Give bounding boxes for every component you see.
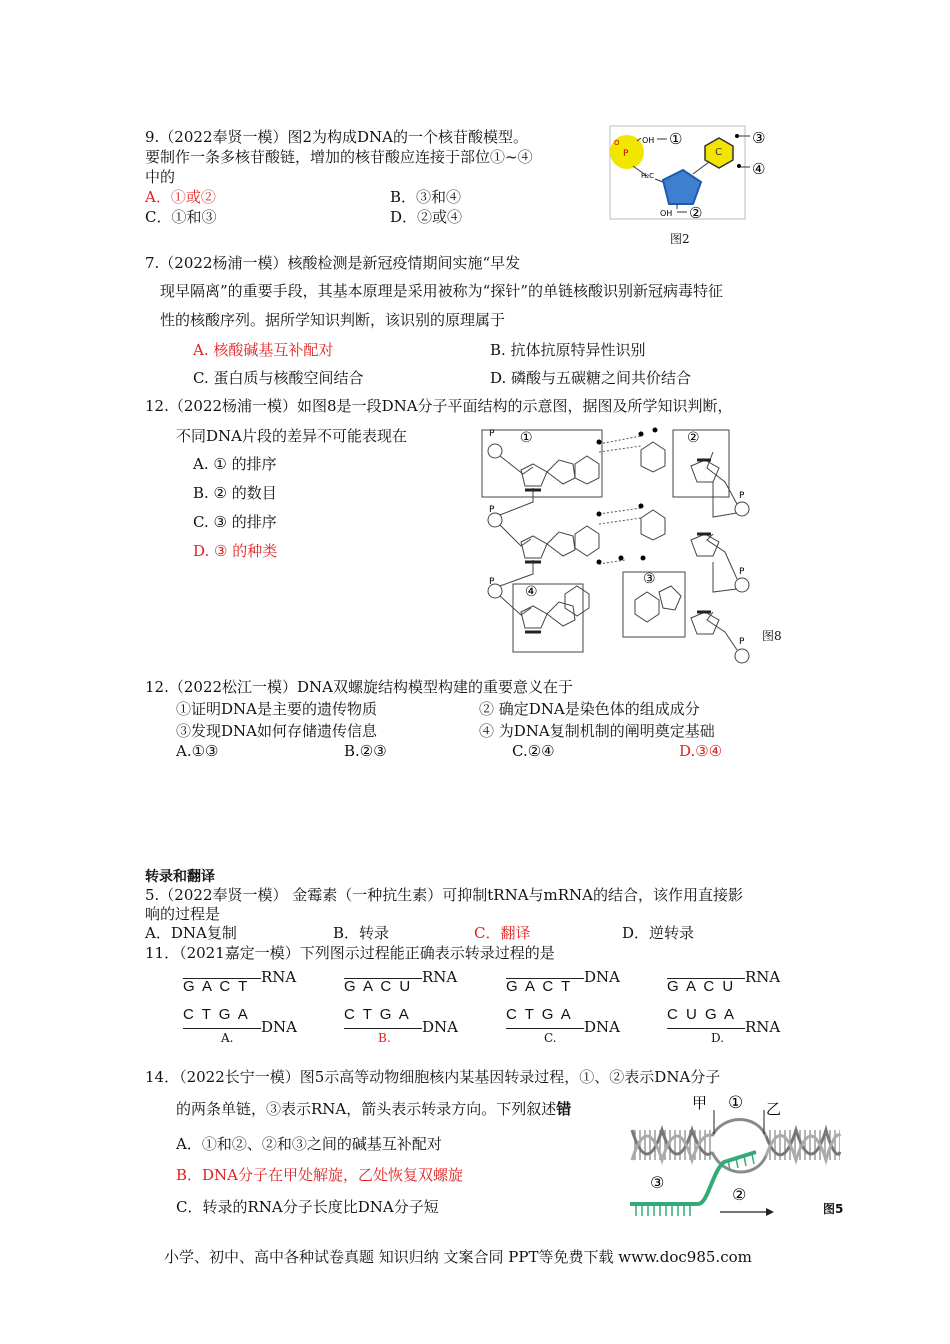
marker-2: ② — [732, 1185, 747, 1204]
footer-text: 小学、初中、高中各种试卷真题 知识归纳 文案合同 PPT等免费下载 www.doc985.com — [164, 1248, 752, 1266]
option-letter: C. — [544, 1031, 557, 1045]
q12a-option-c: C. ③ 的排序 — [193, 513, 277, 531]
top-sequence: G A C T — [183, 978, 250, 995]
bottom-label: DNA — [261, 1018, 297, 1036]
fig2-caption: 图2 — [670, 232, 690, 246]
marker-2: ② — [689, 204, 703, 222]
box-4 — [513, 584, 583, 652]
nucleotide-figure — [605, 124, 785, 224]
q11-panel-c — [506, 966, 656, 1048]
q12a-line2: 不同DNA片段的差异不可能表现在 — [176, 427, 407, 445]
transcription-figure — [628, 1092, 843, 1222]
q7-line3: 性的核酸序列。据所学知识判断，该识别的原理属于 — [160, 311, 506, 329]
top-label: RNA — [261, 968, 297, 986]
section-title: 转录和翻译 — [145, 869, 215, 885]
q9-line3: 中的 — [145, 168, 176, 186]
marker-4: ④ — [752, 160, 766, 178]
q5-option-b: B．转录 — [333, 924, 390, 942]
q11-panel-a — [183, 966, 333, 1048]
top-label: RNA — [422, 968, 458, 986]
oh-bottom-label: OH — [660, 209, 673, 218]
p-label-5: P — [739, 567, 745, 577]
top-sequence: G A C U — [344, 978, 413, 995]
q12b-statement-3: ③发现DNA如何存储遗传信息 — [176, 722, 377, 740]
marker-1: ① — [728, 1093, 744, 1113]
q5-option-d: D．逆转录 — [622, 924, 695, 942]
top-sequence: G A C T — [506, 978, 573, 995]
top-label: RNA — [745, 968, 781, 986]
q12b-option-a: A.①③ — [176, 742, 219, 760]
q11-line1: 11．（2021嘉定一模）下列图示过程能正确表示转录过程的是 — [145, 944, 555, 962]
box-2 — [673, 430, 729, 497]
q9-option-c: C．①和③ — [145, 208, 217, 226]
marker-1: ① — [520, 430, 533, 446]
marker-3: ③ — [752, 129, 766, 147]
q14-option-a: A．①和②、②和③之间的碱基互补配对 — [176, 1135, 442, 1153]
bottom-sequence: C T G A — [506, 1006, 573, 1023]
q12b-option-d: D.③④ — [679, 742, 723, 760]
q12a-option-d: D. ③ 的种类 — [193, 542, 278, 560]
q7-option-a: A. 核酸碱基互补配对 — [193, 341, 334, 359]
q12b-line1: 12.（2022松江一模）DNA双螺旋结构模型构建的重要意义在于 — [145, 678, 574, 696]
label-jia: 甲 — [692, 1094, 708, 1112]
option-letter: A. — [221, 1031, 234, 1045]
bottom-sequence: C U G A — [667, 1006, 737, 1023]
q11-panel-b — [344, 966, 494, 1048]
p-label-2: P — [489, 505, 495, 515]
marker-3: ③ — [643, 571, 656, 587]
fig8-caption: 图8 — [762, 629, 782, 643]
q7-option-c: C. 蛋白质与核酸空间结合 — [193, 369, 364, 387]
bottom-label: DNA — [584, 1018, 620, 1036]
q5-option-a: A．DNA复制 — [145, 924, 237, 942]
marker-3: ③ — [650, 1173, 665, 1192]
top-sequence: G A C U — [667, 978, 736, 995]
bottom-label: RNA — [745, 1018, 781, 1036]
box-1 — [482, 430, 602, 497]
p-label-4: P — [739, 491, 745, 501]
q12a-option-b: B. ② 的数目 — [193, 484, 277, 502]
q12a-line1: 12.（2022杨浦一模）如图8是一段DNA分子平面结构的示意图，据图及所学知识判断， — [145, 397, 733, 415]
q12b-statement-2: ② 确定DNA是染色体的组成成分 — [479, 700, 700, 718]
q7-line2: 现早隔离”的重要手段，其基本原理是采用被称为“探针”的单链核酸识别新冠病毒特征 — [160, 282, 724, 300]
q7-option-d: D. 磷酸与五碳糖之间共价结合 — [490, 369, 692, 387]
q12b-statement-4: ④ 为DNA复制机制的阐明奠定基础 — [479, 722, 715, 740]
q12a-option-a: A. ① 的排序 — [193, 455, 277, 473]
q14-option-c: C．转录的RNA分子长度比DNA分子短 — [176, 1198, 439, 1216]
h2c-label: H₂C — [641, 172, 654, 180]
q9-line2: 要制作一条多核苷酸链，增加的核苷酸应连接于部位①~④ — [145, 148, 533, 166]
oxygen-label: O — [614, 139, 620, 147]
q12b-statement-1: ①证明DNA是主要的遗传物质 — [176, 700, 377, 718]
base-label: C — [715, 147, 722, 158]
p-label-3: P — [489, 577, 495, 587]
marker-1: ① — [669, 130, 683, 148]
option-letter: B. — [378, 1031, 391, 1045]
marker-4: ④ — [525, 584, 538, 600]
q5-option-c: C．翻译 — [474, 924, 531, 942]
oh-top-label: OH — [642, 136, 655, 145]
bottom-label: DNA — [422, 1018, 458, 1036]
q12b-option-c: C.②④ — [512, 742, 555, 760]
top-label: DNA — [584, 968, 620, 986]
q9-option-a: A．①或② — [145, 188, 216, 206]
bottom-sequence: C T G A — [183, 1006, 250, 1023]
q9-option-b: B．③和④ — [390, 188, 462, 206]
q14-line2: 的两条单链，③表示RNA，箭头表示转录方向。下列叙述错 — [176, 1100, 572, 1118]
q5-line2: 响的过程是 — [145, 905, 221, 923]
q5-line1: 5.（2022奉贤一模） 金霉素（一种抗生素）可抑制tRNA与mRNA的结合，该作用直接影 — [145, 886, 744, 904]
label-yi: 乙 — [766, 1100, 782, 1118]
option-letter: D. — [711, 1031, 725, 1045]
phosphate-label: P — [623, 149, 629, 159]
marker-2: ② — [687, 430, 700, 446]
sugar-ring — [663, 170, 701, 204]
q14-option-b: B．DNA分子在甲处解旋，乙处恢复双螺旋 — [176, 1166, 464, 1184]
q7-line1: 7.（2022杨浦一模）核酸检测是新冠疫情期间实施“早发 — [145, 254, 521, 272]
q9-line1: 9.（2022奉贤一模）图2为构成DNA的一个核苷酸模型。 — [145, 128, 529, 146]
q14-line1: 14．（2022长宁一模）图5示高等动物细胞核内某基因转录过程，①、②表示DNA分子 — [145, 1068, 721, 1086]
p-label-1: P — [489, 429, 495, 439]
bottom-sequence: C T G A — [344, 1006, 411, 1023]
q9-option-d: D．②或④ — [390, 208, 463, 226]
q11-panel-d — [667, 966, 817, 1048]
dna-planar-figure — [475, 422, 795, 667]
fig5-caption: 图5 — [823, 1202, 844, 1216]
q12b-option-b: B.②③ — [344, 742, 387, 760]
p-label-6: P — [739, 637, 745, 647]
q7-option-b: B. 抗体抗原特异性识别 — [490, 341, 646, 359]
